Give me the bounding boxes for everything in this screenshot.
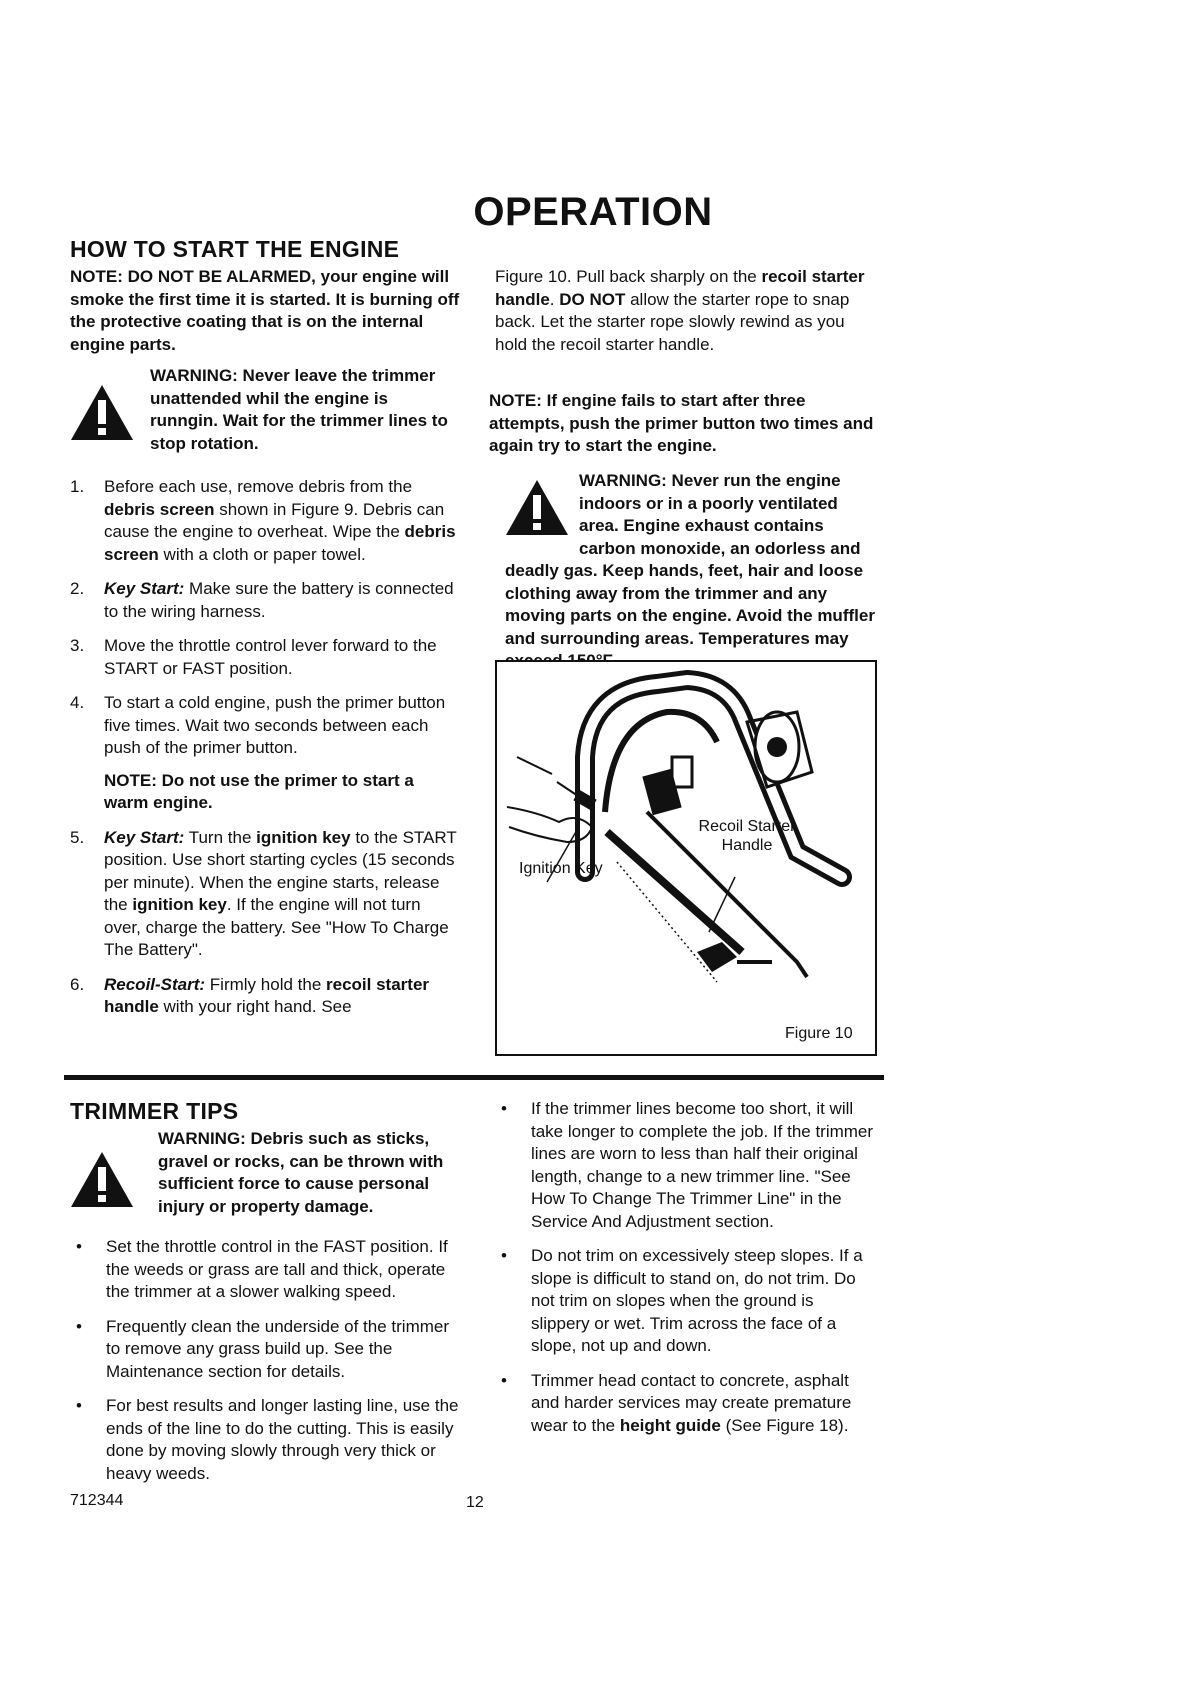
step-number: 3. xyxy=(70,636,85,655)
step-1 xyxy=(70,476,460,566)
tips-left xyxy=(70,1236,460,1497)
step-lead: Key Start: xyxy=(104,827,185,847)
figure-caption: Figure 10 xyxy=(785,1025,853,1042)
step-text: Move the throttle control lever forward to the START or FAST position. xyxy=(104,636,437,678)
note-rest: your engine will smoke the first time it is started. It is burning off the protective coating that is on the internal engine parts. xyxy=(70,267,460,354)
step-text: shown in Figure 9. Debris can cause the engine to overheat. Wipe the xyxy=(104,499,445,541)
tip-item xyxy=(70,1395,460,1485)
tip-item xyxy=(495,1098,875,1233)
step-2 xyxy=(70,578,460,623)
page-title: OPERATION xyxy=(473,190,713,234)
cont-text: allow the starter rope to snap back. Let the starter rope slowly rewind as you hold the recoil starter handle. xyxy=(495,289,850,354)
tip-text: Trimmer head contact to concrete, asphalt and harder services may create premature wear to the xyxy=(531,1370,852,1435)
tip-item xyxy=(495,1370,875,1438)
tip-text: If the trimmer lines become too short, it will take longer to complete the job. If the trimmer lines are worn to less than half their original length, change to a new trimmer line. "See How To Change The Trimmer Line" in the Service And Adjustment section. xyxy=(531,1099,874,1231)
footer-page-number: 12 xyxy=(466,1494,484,1511)
step-bold: recoil starter handle xyxy=(104,974,430,1016)
tip-bold: height guide xyxy=(619,1415,721,1435)
bullet: • xyxy=(76,1237,82,1256)
tip-text: Set the throttle control in the FAST position. If the weeds or grass are tall and thick, operate the trimmer at a slower walking speed. xyxy=(106,1237,448,1301)
cont-text: Figure 10. Pull back sharply on the xyxy=(495,267,762,286)
step-text: Make sure the battery is connected to the wiring harness. xyxy=(104,579,454,621)
warning-triangle-icon xyxy=(70,1150,134,1208)
section-heading-start-engine: HOW TO START THE ENGINE xyxy=(70,236,400,262)
warning-indoors-block xyxy=(505,470,875,673)
tip-item xyxy=(70,1316,460,1384)
trimmer-handle-illustration xyxy=(497,662,875,1054)
label-ignition-key: Ignition Key xyxy=(519,860,603,877)
step-5 xyxy=(70,827,460,962)
tip-text: Do not trim on excessively steep slopes. If a slope is difficult to stand on, do not trim. Do not trim on slopes when the ground is slippery or wet. Trim across the face of a slope, not up and down. xyxy=(531,1246,863,1355)
step-bold: debris screen xyxy=(104,522,456,564)
bullet: • xyxy=(76,1316,82,1336)
recoil-continuation xyxy=(495,266,875,356)
step-text: to the START position. Use short starting cycles (15 seconds per minute). When the engine starts, release the xyxy=(104,827,457,914)
step-text: To start a cold engine, push the primer button five times. Wait two seconds between each push of the primer button. xyxy=(104,693,446,757)
step-6 xyxy=(70,974,460,1019)
note-caps: DO NOT BE ALARMED, xyxy=(127,267,316,286)
warning-indoors: WARNING: Never run the engine indoors or in a poorly ventilated area. Engine exhaust contains carbon monoxide, an odorless and deadly gas. Keep hands, feet, hair and loose clothing away from the trimmer and any moving parts on the engine. Avoid the muffler and surrounding areas. Temperatures may xyxy=(505,471,875,648)
section-heading-trimmer-tips: TRIMMER TIPS xyxy=(70,1098,239,1124)
step-number: 4. xyxy=(70,693,85,712)
step-number: 6. xyxy=(70,974,85,994)
step-bold: debris screen xyxy=(104,499,215,519)
bullet: • xyxy=(501,1246,507,1265)
label-recoil-starter xyxy=(687,817,807,855)
step-text: with a cloth or paper towel. xyxy=(158,544,366,564)
section-divider xyxy=(64,1075,884,1080)
step-text: . If the engine will not turn over, charge the battery. See "How To Charge The Battery". xyxy=(104,895,449,959)
tip-text: (See Figure 18). xyxy=(720,1415,849,1435)
step-text: Before each use, remove debris from the xyxy=(104,477,413,496)
bullet: • xyxy=(501,1370,507,1390)
note-alarmed xyxy=(70,266,460,356)
cont-text: . xyxy=(549,289,560,309)
step-text: Turn the xyxy=(184,827,257,847)
step-number: 5. xyxy=(70,827,85,847)
tip-item xyxy=(495,1245,875,1358)
note-fails-to-start: NOTE: If engine fails to start after three attempts, push the primer button two times and again try to start the engine. xyxy=(489,391,874,455)
bullet: • xyxy=(501,1099,507,1118)
footer-doc-number: 712344 xyxy=(70,1492,124,1509)
step-3 xyxy=(70,635,460,680)
tip-text: For best results and longer lasting line, use the ends of the line to do the cutting. This is easily done by moving slowly through very thick or heavy weeds. xyxy=(106,1396,459,1483)
step-note: NOTE: Do not use the primer to start a warm engine. xyxy=(104,770,414,812)
step-text: Firmly hold the xyxy=(205,974,327,994)
tip-text: Frequently clean the underside of the trimmer to remove any grass build up. See the Maintenance section for details. xyxy=(106,1316,450,1381)
figure-10 xyxy=(495,660,877,1056)
note-lead: NOTE: xyxy=(70,267,123,286)
step-text: with your right hand. See xyxy=(158,997,352,1016)
warning-triangle-icon xyxy=(505,478,569,536)
tip-item xyxy=(70,1236,460,1304)
label-recoil-line1: Recoil Starter xyxy=(698,818,796,835)
cont-bold: DO NOT xyxy=(559,289,626,309)
start-steps xyxy=(70,476,460,1031)
step-4 xyxy=(70,692,460,815)
step-lead: Recoil-Start: xyxy=(104,974,206,994)
step-lead: Key Start: xyxy=(104,579,185,598)
step-number: 1. xyxy=(70,477,85,496)
label-recoil-line2: Handle xyxy=(721,837,773,854)
bullet: • xyxy=(76,1396,82,1415)
step-bold: ignition key xyxy=(132,895,227,914)
step-bold: ignition key xyxy=(256,827,351,847)
cont-bold: recoil starter handle xyxy=(495,267,865,309)
warning-triangle-icon xyxy=(70,383,134,441)
warning-debris: WARNING: Debris such as sticks, gravel or rocks, can be thrown with sufficient force to cause personal injury or property damage. xyxy=(158,1129,444,1216)
tips-right xyxy=(495,1098,875,1449)
step-number: 2. xyxy=(70,579,85,598)
warning-unattended: WARNING: Never leave the trimmer unattended whil the engine is runngin. Wait for the trimmer lines to stop rotation. xyxy=(150,366,448,453)
